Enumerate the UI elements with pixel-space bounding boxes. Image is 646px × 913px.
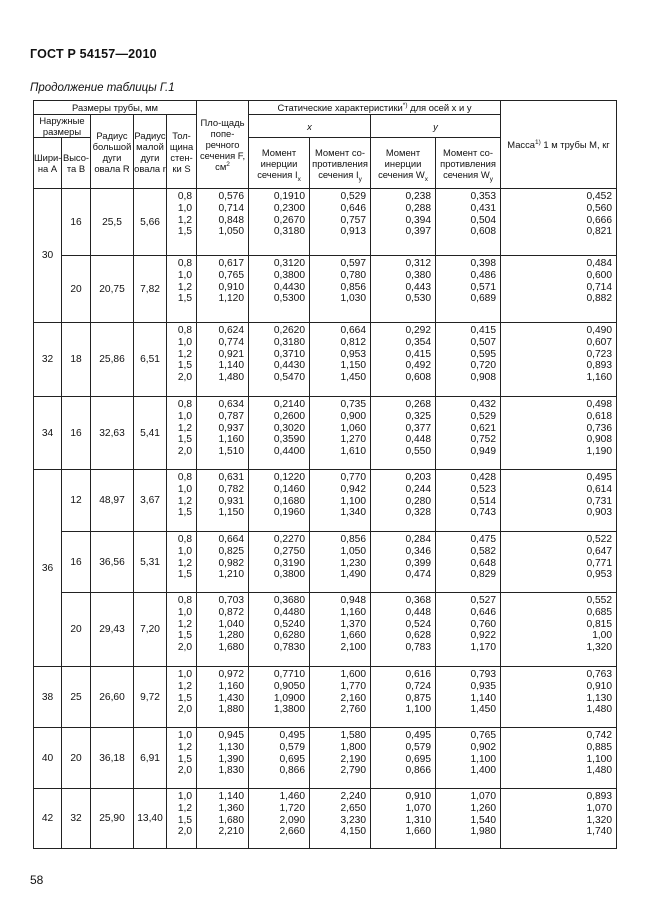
cell-mass: 0,484 0,600 0,714 0,882 [501, 256, 617, 323]
cell-resist-x: 0,664 0,812 0,953 1,150 1,450 [310, 323, 371, 397]
header-moment-inertia-y: Момент инерции сечения $W_x$ [371, 138, 436, 189]
pipe-characteristics-table [33, 100, 617, 849]
cell-resist-x: 1,580 1,800 2,190 2,790 [310, 728, 371, 789]
cell-inertia-x: 1,460 1,720 2,090 2,660 [249, 789, 310, 849]
header-axis-x: x [249, 115, 371, 138]
cell-resist-y: 0,353 0,431 0,504 0,608 [436, 189, 501, 256]
cell-resist-x: 2,240 2,650 3,230 4,150 [310, 789, 371, 849]
cell-inertia-x: 0,1910 0,2300 0,2670 0,3180 [249, 189, 310, 256]
cell-radius-big: 25,90 [91, 789, 134, 849]
table-row [34, 728, 617, 789]
cell-area: 0,631 0,782 0,931 1,150 [197, 470, 249, 532]
cell-resist-y: 0,428 0,523 0,514 0,743 [436, 470, 501, 532]
cell-thickness: 1,0 1,2 1,5 2,0 [167, 789, 197, 849]
page-number: 58 [30, 873, 44, 887]
table-row [34, 323, 617, 397]
cell-radius-small: 5,66 [134, 189, 167, 256]
cell-radius-small: 9,72 [134, 667, 167, 728]
cell-area: 0,945 1,130 1,390 1,830 [197, 728, 249, 789]
cell-area: 0,972 1,160 1,430 1,880 [197, 667, 249, 728]
cell-inertia-y: 0,495 0,579 0,695 0,866 [371, 728, 436, 789]
table-row [34, 189, 617, 256]
cell-thickness: 0,8 1,0 1,2 1,5 2,0 [167, 593, 197, 667]
cell-inertia-y: 0,368 0,448 0,524 0,628 0,783 [371, 593, 436, 667]
cell-radius-big: 36,18 [91, 728, 134, 789]
cell-thickness: 1,0 1,2 1,5 2,0 [167, 667, 197, 728]
table-row [34, 667, 617, 728]
cell-mass: 0,763 0,910 1,130 1,480 [501, 667, 617, 728]
cell-radius-big: 32,63 [91, 397, 134, 470]
cell-thickness: 0,8 1,0 1,2 1,5 [167, 256, 197, 323]
header-height: Высо-та B [62, 138, 91, 189]
cell-thickness: 1,0 1,2 1,5 2,0 [167, 728, 197, 789]
cell-mass: 0,490 0,607 0,723 0,893 1,160 [501, 323, 617, 397]
cell-resist-y: 0,432 0,529 0,621 0,752 0,949 [436, 397, 501, 470]
cell-height: 25 [62, 667, 91, 728]
header-outer-dims: Наружные размеры [34, 115, 91, 138]
cell-width: 32 [34, 323, 62, 397]
cell-width: 40 [34, 728, 62, 789]
cell-area: 0,576 0,714 0,848 1,050 [197, 189, 249, 256]
cell-radius-big: 20,75 [91, 256, 134, 323]
header-axis-y: y [371, 115, 501, 138]
cell-area: 0,617 0,765 0,910 1,120 [197, 256, 249, 323]
cell-mass: 0,893 1,070 1,320 1,740 [501, 789, 617, 849]
cell-resist-y: 0,415 0,507 0,595 0,720 0,908 [436, 323, 501, 397]
cell-thickness: 0,8 1,0 1,2 1,5 [167, 470, 197, 532]
header-area: Пло-щадь попе-речного сечения F, $см^2$ [197, 101, 249, 189]
cell-radius-small: 6,91 [134, 728, 167, 789]
table-row [34, 256, 617, 323]
cell-width: 34 [34, 397, 62, 470]
cell-radius-big: 29,43 [91, 593, 134, 667]
cell-inertia-x: 0,3120 0,3800 0,4430 0,5300 [249, 256, 310, 323]
cell-height: 18 [62, 323, 91, 397]
cell-area: 0,624 0,774 0,921 1,140 1,480 [197, 323, 249, 397]
cell-radius-small: 5,41 [134, 397, 167, 470]
table-row [34, 532, 617, 593]
table-row [34, 789, 617, 849]
cell-radius-small: 13,40 [134, 789, 167, 849]
cell-resist-x: 1,600 1,770 2,160 2,760 [310, 667, 371, 728]
cell-inertia-x: 0,2620 0,3180 0,3710 0,4430 0,5470 [249, 323, 310, 397]
cell-width: 42 [34, 789, 62, 849]
cell-height: 20 [62, 256, 91, 323]
cell-resist-x: 0,529 0,646 0,757 0,913 [310, 189, 371, 256]
cell-mass: 0,552 0,685 0,815 1,00 1,320 [501, 593, 617, 667]
cell-radius-small: 6,51 [134, 323, 167, 397]
cell-mass: 0,498 0,618 0,736 0,908 1,190 [501, 397, 617, 470]
table-row [34, 470, 617, 532]
cell-mass: 0,742 0,885 1,100 1,480 [501, 728, 617, 789]
cell-inertia-y: 0,238 0,288 0,394 0,397 [371, 189, 436, 256]
cell-mass: 0,522 0,647 0,771 0,953 [501, 532, 617, 593]
cell-inertia-y: 0,616 0,724 0,875 1,100 [371, 667, 436, 728]
cell-width: 38 [34, 667, 62, 728]
cell-radius-small: 3,67 [134, 470, 167, 532]
cell-inertia-x: 0,3680 0,4480 0,5240 0,6280 0,7830 [249, 593, 310, 667]
cell-width: 30 [34, 189, 62, 323]
table-row [34, 593, 617, 667]
cell-area: 1,140 1,360 1,680 2,210 [197, 789, 249, 849]
cell-resist-x: 0,597 0,780 0,856 1,030 [310, 256, 371, 323]
document-code: ГОСТ Р 54157—2010 [30, 47, 157, 61]
cell-thickness: 0,8 1,0 1,2 1,5 2,0 [167, 397, 197, 470]
cell-inertia-y: 0,284 0,346 0,399 0,474 [371, 532, 436, 593]
cell-width: 36 [34, 470, 62, 667]
cell-thickness: 0,8 1,0 1,2 1,5 [167, 532, 197, 593]
cell-inertia-y: 0,910 1,070 1,310 1,660 [371, 789, 436, 849]
header-wall-thickness: Тол-щина стен-ки S [167, 115, 197, 189]
table-row [34, 397, 617, 470]
cell-resist-y: 0,527 0,646 0,760 0,922 1,170 [436, 593, 501, 667]
cell-height: 12 [62, 470, 91, 532]
header-moment-resist-x: Момент со-противления сечения $I_y$ [310, 138, 371, 189]
cell-area: 0,634 0,787 0,937 1,160 1,510 [197, 397, 249, 470]
header-radius-big: Радиус большой дуги овала R [91, 115, 134, 189]
cell-mass: 0,495 0,614 0,731 0,903 [501, 470, 617, 532]
cell-resist-x: 0,948 1,160 1,370 1,660 2,100 [310, 593, 371, 667]
cell-inertia-x: 0,1220 0,1460 0,1680 0,1960 [249, 470, 310, 532]
cell-height: 20 [62, 593, 91, 667]
cell-inertia-y: 0,292 0,354 0,415 0,492 0,608 [371, 323, 436, 397]
cell-radius-big: 25,86 [91, 323, 134, 397]
cell-radius-big: 48,97 [91, 470, 134, 532]
cell-radius-big: 25,5 [91, 189, 134, 256]
cell-resist-y: 1,070 1,260 1,540 1,980 [436, 789, 501, 849]
header-moment-resist-y: Момент со-противления сечения $W_y$ [436, 138, 501, 189]
header-static-characteristics: Статические характеристики*) для осей x и y [249, 101, 501, 115]
cell-inertia-x: 0,2140 0,2600 0,3020 0,3590 0,4400 [249, 397, 310, 470]
cell-resist-x: 0,770 0,942 1,100 1,340 [310, 470, 371, 532]
cell-radius-small: 5,31 [134, 532, 167, 593]
cell-height: 16 [62, 397, 91, 470]
header-radius-small: Радиус малой дуги овала r [134, 115, 167, 189]
cell-height: 16 [62, 532, 91, 593]
header-mass: Масса$^{1)}$ 1 м трубы M, кг [501, 101, 617, 189]
cell-resist-y: 0,398 0,486 0,571 0,689 [436, 256, 501, 323]
cell-radius-big: 26,60 [91, 667, 134, 728]
header-width: Шири-на A [34, 138, 62, 189]
cell-area: 0,703 0,872 1,040 1,280 1,680 [197, 593, 249, 667]
cell-inertia-x: 0,2270 0,2750 0,3190 0,3800 [249, 532, 310, 593]
cell-inertia-x: 0,7710 0,9050 1,0900 1,3800 [249, 667, 310, 728]
cell-height: 32 [62, 789, 91, 849]
table-body [34, 189, 617, 849]
cell-inertia-y: 0,203 0,244 0,280 0,328 [371, 470, 436, 532]
cell-mass: 0,452 0,560 0,666 0,821 [501, 189, 617, 256]
cell-inertia-y: 0,268 0,325 0,377 0,448 0,550 [371, 397, 436, 470]
cell-area: 0,664 0,825 0,982 1,210 [197, 532, 249, 593]
cell-height: 20 [62, 728, 91, 789]
cell-thickness: 0,8 1,0 1,2 1,5 [167, 189, 197, 256]
cell-resist-x: 0,735 0,900 1,060 1,270 1,610 [310, 397, 371, 470]
cell-height: 16 [62, 189, 91, 256]
cell-radius-small: 7,20 [134, 593, 167, 667]
cell-resist-y: 0,475 0,582 0,648 0,829 [436, 532, 501, 593]
table-caption: Продолжение таблицы Г.1 [30, 82, 175, 94]
header-pipe-dims: Размеры трубы, мм [34, 101, 197, 115]
cell-radius-small: 7,82 [134, 256, 167, 323]
cell-resist-y: 0,765 0,902 1,100 1,400 [436, 728, 501, 789]
cell-resist-x: 0,856 1,050 1,230 1,490 [310, 532, 371, 593]
cell-radius-big: 36,56 [91, 532, 134, 593]
cell-inertia-y: 0,312 0,380 0,443 0,530 [371, 256, 436, 323]
header-moment-inertia-x: Момент инерции сечения $I_x$ [249, 138, 310, 189]
cell-resist-y: 0,793 0,935 1,140 1,450 [436, 667, 501, 728]
cell-inertia-x: 0,495 0,579 0,695 0,866 [249, 728, 310, 789]
cell-thickness: 0,8 1,0 1,2 1,5 2,0 [167, 323, 197, 397]
